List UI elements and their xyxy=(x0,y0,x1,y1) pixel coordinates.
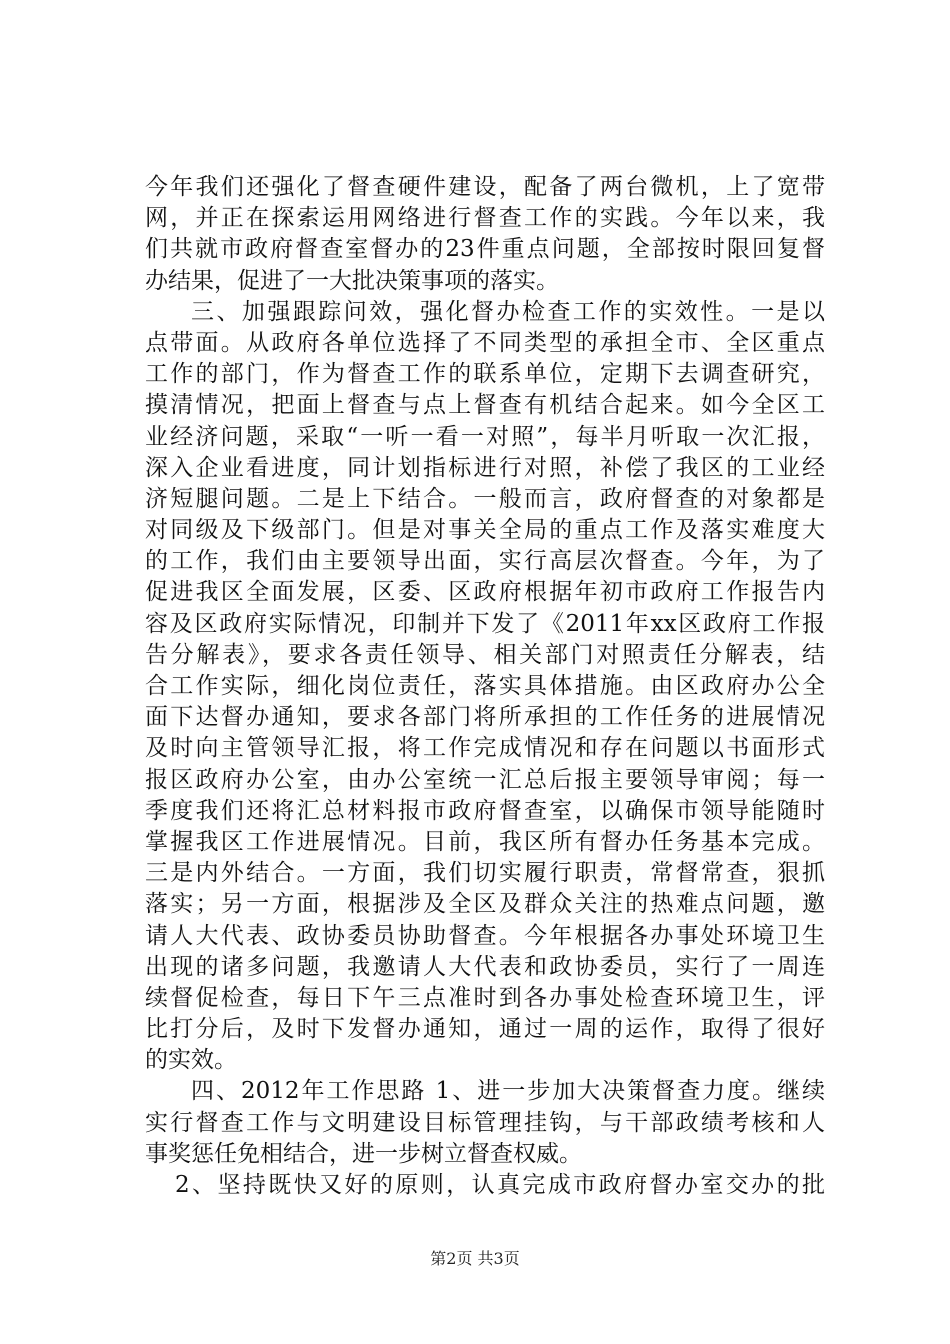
text-line: 对同级及下级部门。但是对事关全局的重点工作及落实难度大 xyxy=(145,517,825,544)
paragraph-start-line: 四、2012年工作思路 1、进一步加大决策督查力度。继续 xyxy=(191,1078,825,1105)
text-line: 摸清情况，把面上督查与点上督查有机结合起来。如今全区工 xyxy=(145,392,825,419)
text-line: 事奖惩任免相结合，进一步树立督查权威。 xyxy=(145,1140,582,1167)
page-footer xyxy=(0,1249,950,1269)
text-line: 落实；另一方面，根据涉及全区及群众关注的热难点问题，邀 xyxy=(145,891,825,918)
document-body xyxy=(145,172,825,1201)
text-line: 合工作实际，细化岗位责任，落实具体措施。由区政府办公全 xyxy=(145,673,825,699)
text-line: 促进我区全面发展，区委、区政府根据年初市政府工作报告内 xyxy=(145,579,825,606)
text-line: 掌握我区工作进展情况。目前，我区所有督办任务基本完成。 xyxy=(145,828,825,855)
text-line: 今年我们还强化了督查硬件建设，配备了两台微机，上了宽带 xyxy=(145,174,825,200)
text-line: 及时向主管领导汇报，将工作完成情况和存在问题以书面形式 xyxy=(145,735,825,762)
text-line: 点带面。从政府各单位选择了不同类型的承担全市、全区重点 xyxy=(145,329,825,356)
text-line: 报区政府办公室，由办公室统一汇总后报主要领导审阅；每一 xyxy=(145,766,825,793)
text-line: 的工作，我们由主要领导出面，实行高层次督查。今年，为了 xyxy=(145,548,825,575)
text-line: 深入企业看进度，同计划指标进行对照，补偿了我区的工业经 xyxy=(145,454,825,481)
text-line: 三是内外结合。一方面，我们切实履行职责，常督常查，狠抓 xyxy=(145,860,825,887)
text-line: 济短腿问题。二是上下结合。一般而言，政府督查的对象都是 xyxy=(145,485,825,512)
text-line: 网，并正在探索运用网络进行督查工作的实践。今年以来，我 xyxy=(145,205,825,232)
paragraph-start-line: 三、加强跟踪问效，强化督办检查工作的实效性。一是以 xyxy=(191,298,825,325)
text-line: 们共就市政府督查室督办的23件重点问题，全部按时限回复督 xyxy=(145,236,825,263)
text-line: 工作的部门，作为督查工作的联系单位，定期下去调查研究， xyxy=(145,361,825,388)
text-line: 出现的诸多问题，我邀请人大代表和政协委员，实行了一周连 xyxy=(145,953,825,980)
text-line: 季度我们还将汇总材料报市政府督查室，以确保市领导能随时 xyxy=(145,797,825,824)
page-number-label: 第2页 共3页 xyxy=(430,1249,520,1268)
text-line: 业经济问题，采取“一听一看一对照”，每半月听取一次汇报， xyxy=(145,423,825,450)
text-line: 实行督查工作与文明建设目标管理挂钩，与干部政绩考核和人 xyxy=(145,1109,825,1136)
text-line: 请人大代表、政协委员协助督查。今年根据各办事处环境卫生 xyxy=(145,922,825,949)
text-line: 办结果，促进了一大批决策事项的落实。 xyxy=(145,267,559,294)
text-line: 容及区政府实际情况，印制并下发了《2011年xx区政府工作报 xyxy=(145,610,825,637)
text-line: 续督促检查，每日下午三点准时到各办事处检查环境卫生，评 xyxy=(145,984,825,1011)
text-line: 面下达督办通知，要求各部门将所承担的工作任务的进展情况 xyxy=(145,704,825,731)
text-line: 的实效。 xyxy=(145,1047,237,1074)
paragraph-start-line: 2、坚持既快又好的原则，认真完成市政府督办室交办的批 xyxy=(175,1172,825,1198)
text-line: 比打分后，及时下发督办通知，通过一周的运作，取得了很好 xyxy=(145,1016,825,1043)
text-line: 告分解表》，要求各责任领导、相关部门对照责任分解表，结 xyxy=(145,641,825,668)
